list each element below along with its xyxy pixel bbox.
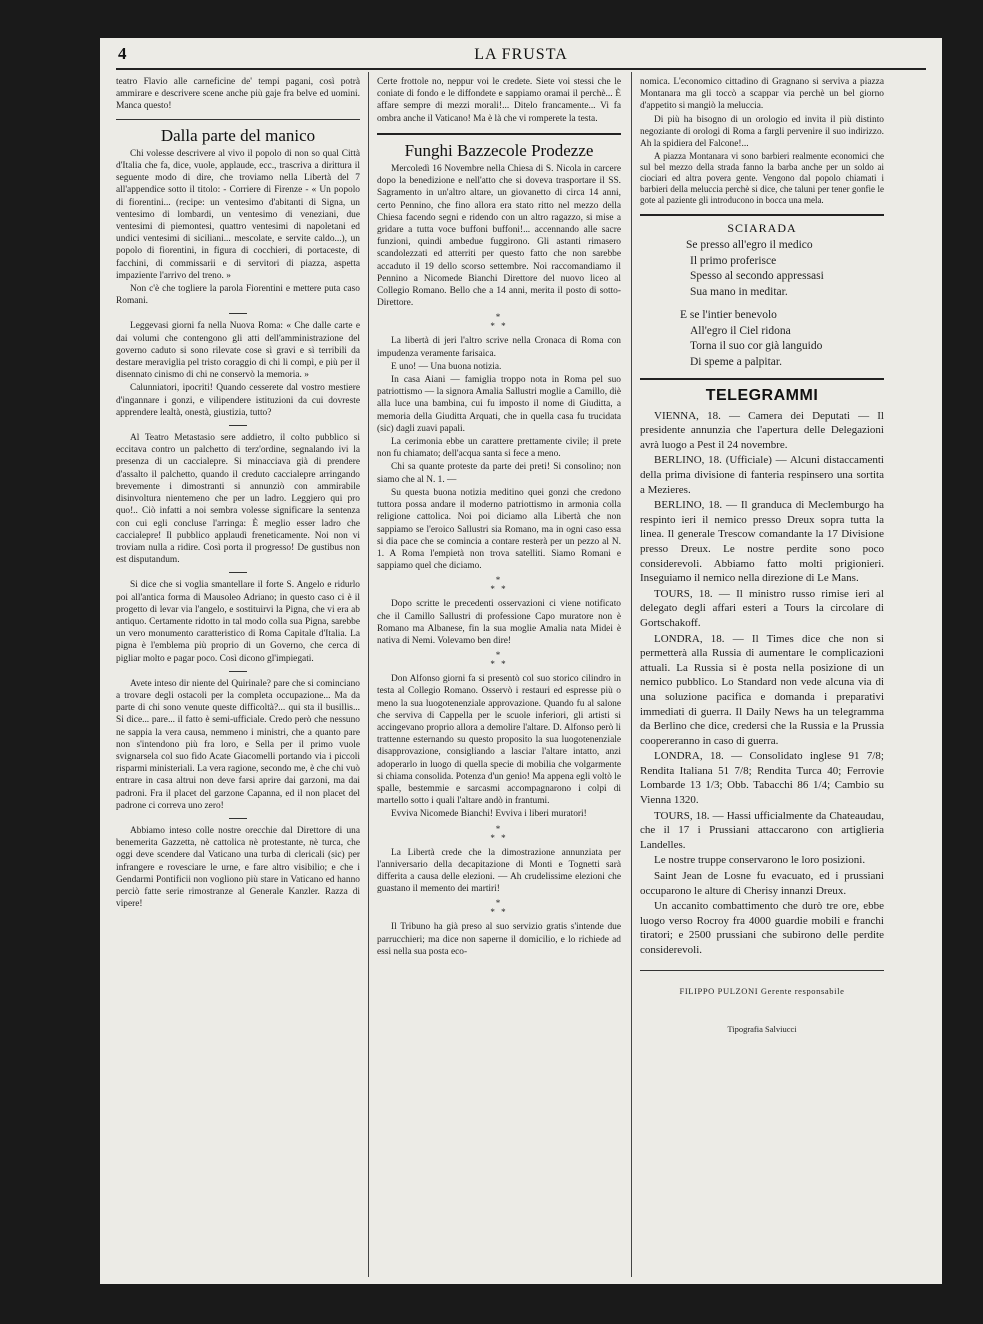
paragraph: Chi sa quante proteste da parte dei preti! Si consolino; non siamo che al N. 1. — (377, 462, 621, 485)
paragraph: Chi volesse descrivere al vivo il popolo di non so qual Città d'Italia che fa, dice, vuole, applaude, ecc., trascriva a dirittura il seguente modo di dire, che troviamo nella Libertà del 7 all'appendice sotto il titolo: - Corriere di Firenze - « Un popolo di fiorentini... (recipe: un ventesimo d'abitanti di Signa, un ventesimo di lombardi, un ventesimo di veneziani, due ventesimi di piemontesi, quattro ventesimi di napoletani ed undici ventesimi di siciliani... mescolate, e servite caldo...), un popolo di fiorentini, in figura di cocchieri, di portaceste, di facchini, di commissarii e di servitori di piazza, aspetta impaziente l'arrivo del treno. » (116, 148, 360, 281)
page-header (116, 44, 926, 66)
page-number: 4 (118, 44, 127, 63)
paragraph: Mercoledì 16 Novembre nella Chiesa di S. Nicola in carcere dopo la benedizione e nell'atto che si doveva trasportare il SS. Sagramento in un'altro altare, un giovanetto di circa 14 anni, certo Pennino, che fino allora era stato ritto nel mezzo della Chiesa facendo segni e ridendo con un altro ragazzo, si mise a gridare a tutta voce buffoni buffoni!... accennando alle sacre funzioni, quindi ambedue fuggirono. Gli astanti rimasero scandolezzati ed atterriti per questo fatto che non sarebbe accaduto il 19 dello scorso settembre. Noi raccomandiamo il Pennino a Nicomede Bianchi Direttore del nuovo liceo al Collegio Romano. Bello che a 14 anni, merita il posto di sotto-Direttore. (377, 164, 621, 309)
paragraph: La libertà di jeri l'altro scrive nella Cronaca di Roma con impudenza veramente farisaica. (377, 336, 621, 359)
newspaper-page (100, 38, 942, 1284)
poem-line: Se presso all'egro il medico (686, 239, 813, 252)
poem-line: Sua mano in meditar. (690, 285, 788, 298)
asterism: * * * (490, 898, 508, 918)
column-2 (377, 76, 621, 1276)
column-1 (116, 76, 360, 1276)
paragraph: Abbiamo inteso colle nostre orecchie dal Direttore di una benemerita Gazzetta, nè cattolica nè protestante, nè turca, che oggi deve scendere dal Vaticano una turba di clericali (sic) per infrangere e rovesciare le urne, e fare altro visibilio; e che i Gendarmi Pontificii non vogliono più stare in Vaticano ed hanno perciò fatte serie rimostranze al Generale Kanzler. Razza di vipere! (116, 825, 360, 910)
poem-line: Il primo proferisce (690, 254, 777, 267)
poem-line: Di speme a palpitar. (690, 355, 782, 368)
printer-credit: Tipografia Salviucci (727, 1023, 797, 1034)
publisher-signature: FILIPPO PULZONI Gerente responsabile (679, 985, 845, 996)
paragraph: Su questa buona notizia meditino quei gonzi che credono tuttora possa andare il moderno patriottismo in armonia colla religione cattolica. Noi poi diciamo alla Libertà che non sappiamo se l'eroico Sallustri sia Romano, ma in ogni caso essa si dia pace che se comincia a contare resterà per un pezzo al N. 1. A Roma l'empietà non trova satelliti. Siamo Romani e sappiamo quel che diciamo. (377, 487, 621, 572)
paragraph: Al Teatro Metastasio sere addietro, il colto pubblico si eccitava contro un palchetto di terz'ordine, segnalando ivi la presenza di un caccialepre. Si minacciava già di prendere d'assalto il palchetto, quando il creduto caccialepre arringando brevemente i dimostranti si annunziò con ammirabile disinvoltura nientemeno che per un ladro. Leggiero qui pro quo!.. Ciò infatti a noi sembra volesse significare la sentenza con cui egli concluse l'arringa: È meglio esser ladro che caccialepre! Il pubblico applaudì freneticamente. Noi non vi troviam nulla a ridire. Così porta il progresso! De gustibus non est disputandum. (116, 433, 360, 566)
section-rule (377, 133, 621, 135)
asterism: * * * (490, 575, 508, 595)
paragraph: Il Tribuno ha già preso al suo servizio gratis s'intende due parrucchieri; ma dice non saperne il domicilio, e lo richiede ad essi nella sua posta eco- (377, 922, 621, 957)
separator (229, 313, 247, 314)
telegrams (640, 409, 884, 958)
separator (229, 818, 247, 819)
paragraph: Avete inteso dir niente del Quirinale? pare che si cominciano a trovare degli ostacoli per la completa occupazione... Ma da parte di chi sono venute queste difficoltà?... qui sta il busillis... Si dice... pare... il fatto è semi-ufficiale. Credo però che nessuno ne sappia la vera causa, nemmeno i ministri, che a quanto pare non s'intendono più fra loro, e Sella per il primo vuole svignarsela col suo fido Acate Giacomelli portando via i piccoli risparmi ministeriali. La vera ragione, secondo me, è che chi vuò entrare in casa altrui non deve farsi aprire dai garzoni, ma dai padroni. Fra il placet del garzone Capanna, ed il non placet del padrone ci correva uno zero! (116, 678, 360, 811)
section-rule (116, 119, 360, 120)
sciarada-poem (680, 238, 884, 370)
telegram: LONDRA, 18. — Consolidato inglese 91 7/8; Rendita Italiana 51 7/8; Rendita Turca 40; Ferrovie Lombarde 13 1/3; Obb. Tabacchi 86 1/4; Cambio su Vienna 1320. (640, 750, 884, 807)
telegram: TOURS, 18. — Hassi ufficialmente da Chateaudau, che il 17 i Prussiani attaccarono con artiglieria Landelles. (640, 809, 884, 851)
telegram: BERLINO, 18. (Ufficiale) — Alcuni distaccamenti della prima divisione di fanteria respinsero una sortita a Mezieres. (640, 454, 884, 496)
header-rule (116, 68, 926, 70)
paragraph: La cerimonia ebbe un carattere prettamente civile; il prete non fu chiamato; dell'acqua santa si fece a meno. (377, 437, 621, 460)
telegram: BERLINO, 18. — Il granduca di Meclemburgo ha respinto ieri il nemico presso Dreux sopra tutta la linea. Il generale Trescow comandante la 17 Divisione presso Dreux. Le nostre perdite sono poco considerevoli. Abbiamo fatto molti prigionieri. Inseguiamo il nemico nella direzione di Le Mans. (640, 499, 884, 585)
paragraph: E uno! — Una buona notizia. (391, 361, 502, 372)
column-divider (631, 72, 632, 1277)
separator (229, 671, 247, 672)
paragraph: Don Alfonso giorni fa si presentò col suo storico cilindro in testa al Collegio Romano. Osservò i restauri ed espresse più o meno la sua luogotenenziale approvazione. Quando fu al salone che serviva di Cappella per le scuole inferiori, gli artisti si accingevano proprio allora a demolire l'altare. D. Alfonso però li trattenne esternando su questo proposito la sua luogotenenziale disapprovazione, consigliando a lasciar l'altare intatto, anzi adoperarlo in luogo di quella specie di mobilia che volgarmente si chiama consolida. Potenza d'un genio! Ma appena egli voltò le spalle, bestemmie e sarcasmi accompagnarono i colpi di martello sotto i quali l'altare andò in frantumi. (377, 674, 621, 807)
paragraph: nomica. L'economico cittadino di Gragnano si serviva a piazza Montanara ma gli toccò a scappar via perchè un bel giorno d'appetito si mangiò la meluccia. (640, 77, 884, 112)
paragraph: Calunniatori, ipocriti! Quando cesserete dal vostro mestiere d'ingannare i gonzi, e vilipendere istituzioni da cui dovreste apprendere lealtà, onestà, giustizia, tutto? (116, 383, 360, 418)
telegram: Le nostre truppe conservarono le loro posizioni. (654, 854, 866, 867)
small-print (640, 151, 884, 206)
telegram: Un accanito combattimento che durò tre ore, ebbe luogo verso Rocroy fra 4000 guardie mobili e franchi tiratori; e 2500 prussiani che subirono delle perdite considerevoli. (640, 900, 884, 956)
article-heading: Dalla parte del manico (160, 125, 316, 145)
paragraph: Non c'è che togliere la parola Fiorentini e mettere puta caso Romani. (116, 284, 360, 307)
telegram: VIENNA, 18. — Camera dei Deputati — Il presidente annunzia che l'apertura delle Delegazioni avrà luogo a Pest il 24 novembre. (640, 409, 884, 451)
asterism: * * * (490, 312, 508, 332)
poem-line: Torna il suo cor già languido (690, 340, 823, 353)
paragraph: A piazza Montanara vi sono barbieri realmente economici che sul bel mezzo della strada fanno la barba anche per un soldo ai ciociari ed altra povera gente. Vengono dal popolo chiamati i barbieri della meluccia perchè si dice, che taluni per tener gonfie le gote al paziente gli introducono in bocca una mela. (640, 151, 884, 206)
paragraph: Dopo scritte le precedenti osservazioni ci viene notificato che il Camillo Sallustri di professione Capo muratore non è Romano ma Albanese, fin la sua moglie Amalia nata Midei è nativa di Nemi. Volevamo ben dire! (377, 599, 621, 646)
asterism: * * * (490, 823, 508, 843)
asterism: * * * (490, 650, 508, 670)
telegram: LONDRA, 18. — Il Times dice che non si permetterà alla Russia di aumentare le complicazioni attuali. La Russia si è posta nella posizione di un nemico pubblico. Lo Standard non vede alcuna via di una soluzione pacifica e domanda i preparativi immediati di guerra. Il Daily News ha un telegramma da Berlino che dice, credersi che la Russia e la Prussia coopereranno in caso di guerra. (640, 632, 884, 747)
masthead-title: LA FRUSTA (474, 46, 568, 63)
sciarada-heading: SCIARADA (727, 221, 797, 236)
paragraph: Certe frottole no, neppur voi le credete. Siete voi stessi che le coniate di fondo e le diffondete e sappiamo oramai il perchè... È affare sempre di mezzi morali!... Ditelo francamente... Vi fa ombra anche il Vaticano! Ma è là che vi romperete la testa. (377, 77, 621, 124)
paragraph: Leggevasi giorni fa nella Nuova Roma: « Che dalle carte e dai volumi che contengono gli atti dell'amministrazione del governo caduto si sono rilevate cose sì gravi e sì terribili da destare meraviglia pel tristo coraggio di chi li compì, e più per il disennato cinismo di chi ne conservò la memoria. » (116, 321, 360, 381)
telegram: Saint Jean de Losne fu evacuato, ed i prussiani occuparono le alture di Cherisy innanzi Dreux. (640, 870, 884, 897)
section-rule (640, 970, 884, 971)
paragraph: Evviva Nicomede Bianchi! Evviva i liberi muratori! (391, 809, 587, 820)
paragraph: Si dice che si voglia smantellare il forte S. Angelo e ridurlo poi all'antica forma di Mausoleo Adriano; in questo caso ci è il progetto di levar via l'angelo, e sostituirvi la Pigna, che vi era ab antiquo. Certamente ridotto in tal modo colla sua Pigna, sarebbe un vero monumento caratteristico di Roma Capitale d'Italia. La pigna è l'emblema più proprio di un Governo, che cerca di pigliar molto e pagar poco. Così dicono gl'impiegati. (116, 580, 360, 664)
telegrammi-heading: TELEGRAMMI (705, 387, 819, 405)
separator (229, 572, 247, 573)
paragraph: La Libertà crede che la dimostrazione annunziata per l'anniversario della decapitazione di Monti e Tognetti sarà differita a causa delle elezioni. — Ah crudelissime elezioni che guastano il memento dei martiri! (377, 847, 621, 895)
column-divider (368, 72, 369, 1277)
separator (229, 425, 247, 426)
section-rule (640, 214, 884, 216)
poem-line: E se l'intier benevolo (680, 309, 777, 322)
poem-line: All'egro il Ciel ridona (690, 324, 791, 337)
article-heading: Funghi Bazzecole Prodezze (404, 140, 594, 160)
section-rule (640, 378, 884, 380)
paragraph: Di più ha bisogno di un orologio ed invita il più distinto negoziante di orologi di Roma a fargli pervenire il suo indirizzo. Ah la spidiera del Falcone!... (640, 114, 884, 150)
paragraph: teatro Flavio alle carneficine de' tempi pagani, così potrà ammirare e descrivere scene anche più gaje fra belve ed uomini. Manca questo! (116, 77, 360, 112)
column-3 (640, 76, 884, 1276)
paragraph: In casa Aiani — famiglia troppo nota in Roma pel suo patriottismo — la signora Amalia Sallustri moglie a Camillo, diè alla luce una bambina, cui fu imposto il nome di Giuditta, a memoria della Giuditta Arquati, che in quella casa fu trucidata (sic) dagli zuavi papali. (377, 375, 621, 434)
poem-line: Spesso al secondo appressasi (690, 270, 824, 283)
telegram: TOURS, 18. — Il ministro russo rimise ieri al delegato degli affari esteri a Tours la circolare di Gortschakoff. (640, 587, 884, 629)
